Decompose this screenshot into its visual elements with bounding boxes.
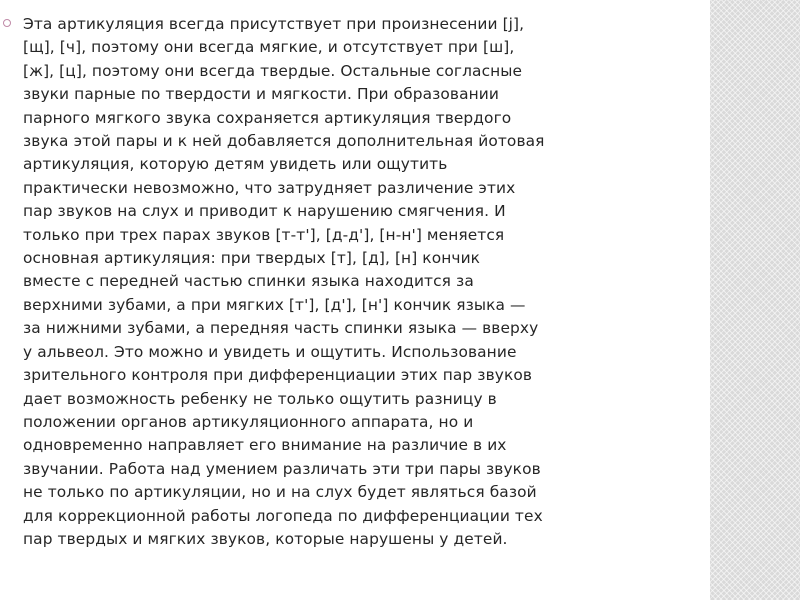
decorative-side-panel (710, 0, 800, 600)
text-line: вместе с передней частью спинки языка находится за (23, 272, 474, 291)
text-line: [ж], [ц], поэтому они всегда твердые. Остальные согласные (23, 61, 523, 80)
text-line: артикуляция, которую детям увидеть или ощутить (23, 155, 448, 174)
text-line: практически невозможно, что затрудняет различение этих (23, 178, 516, 197)
text-line: для коррекционной работы логопеда по дифференциации тех (23, 506, 543, 525)
text-line: основная артикуляция: при твердых [т], [д], [н] кончик (23, 249, 481, 268)
text-line: пар твердых и мягких звуков, которые нарушены у детей. (23, 529, 508, 548)
text-line: за нижними зубами, а передняя часть спинки языка — вверху (23, 319, 539, 338)
text-line: Эта артикуляция всегда присутствует при произнесении [j], (23, 15, 525, 33)
text-line: дает возможность ребенку не только ощутить разницу в (23, 389, 497, 408)
text-line: [щ], [ч], поэтому они всегда мягкие, и отсутствует при [ш], (23, 38, 515, 57)
text-line: парного мягкого звука сохраняется артикуляция твердого (23, 108, 512, 127)
text-line: зрительного контроля при дифференциации этих пар звуков (23, 366, 533, 385)
circle-bullet-icon (3, 19, 11, 27)
text-line: одновременно направляет его внимание на различие в их (23, 436, 507, 455)
text-line: звуки парные по твердости и мягкости. При образовании (23, 85, 500, 104)
text-line: звука этой пары и к ней добавляется дополнительная йотовая (23, 132, 545, 151)
text-line: звучании. Работа над умением различать эти три пары звуков (23, 459, 541, 478)
text-line: только при трех парах звуков [т-т'], [д-д'], [н-н'] меняется (23, 225, 505, 244)
text-line: пар звуков на слух и приводит к нарушению смягчения. И (23, 202, 506, 221)
slide-body-text (23, 13, 613, 551)
text-line: верхними зубами, а при мягких [т'], [д'], [н'] кончик языка — (23, 295, 526, 314)
text-line: не только по артикуляции, но и на слух будет являться базой (23, 483, 537, 502)
text-line: положении органов артикуляционного аппарата, но и (23, 412, 474, 431)
text-line: у альвеол. Это можно и увидеть и ощутить. Использование (23, 342, 517, 361)
